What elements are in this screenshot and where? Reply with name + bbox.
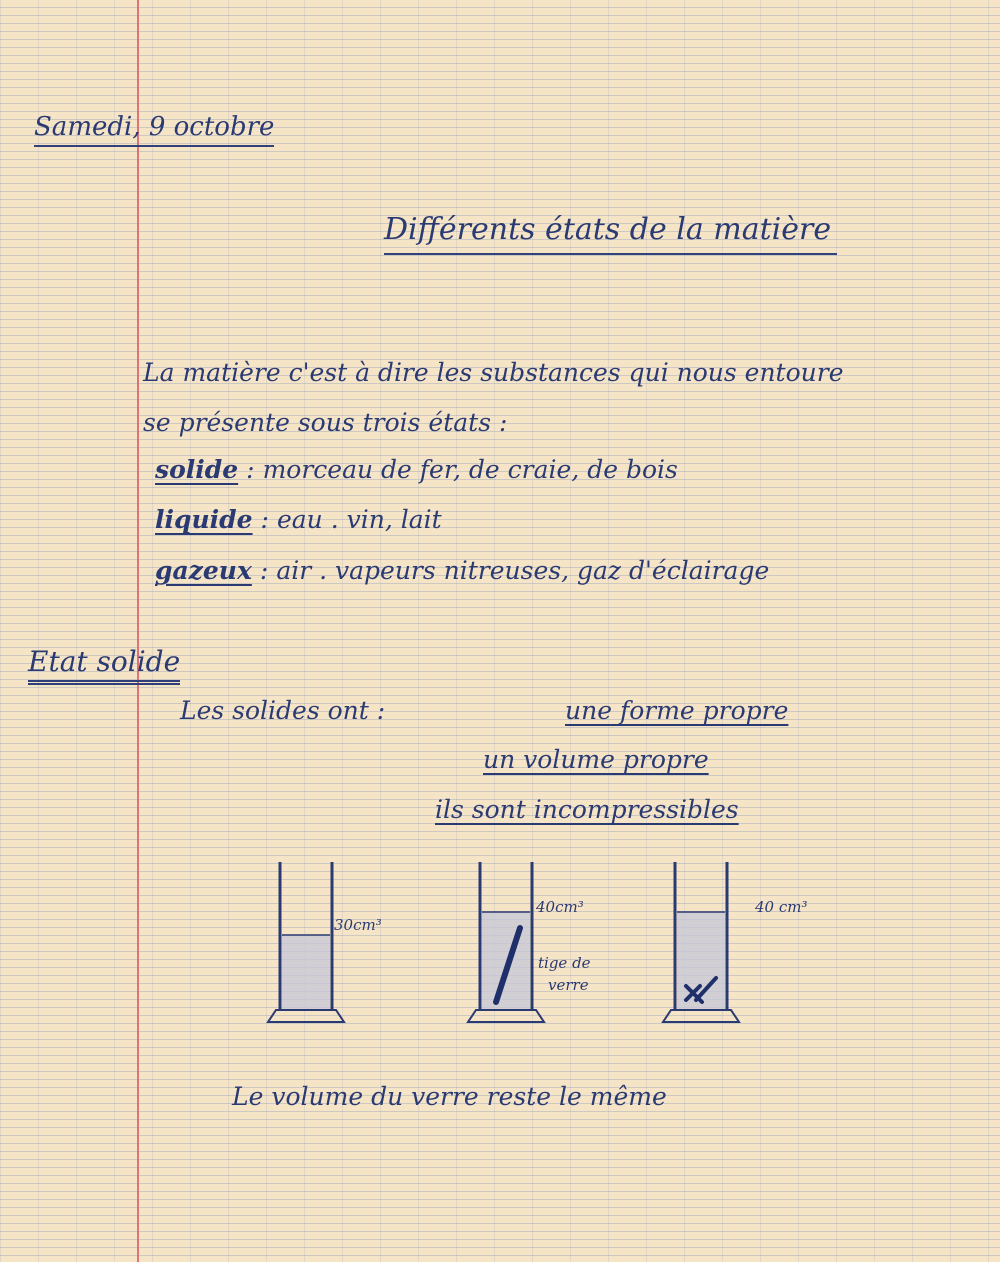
cylinder-figures — [250, 850, 850, 1040]
state-solid: solide : morceau de fer, de craie, de bois — [155, 455, 678, 484]
cylinder-2-water — [482, 912, 530, 1010]
state-gas-term: gazeux — [155, 556, 252, 585]
state-gas: gazeux : air . vapeurs nitreuses, gaz d'éclairage — [155, 556, 770, 585]
cylinder-2-base — [468, 1010, 544, 1022]
state-liquid: liquide : eau . vin, lait — [155, 505, 442, 534]
date-heading: Samedi, 9 octobre — [34, 112, 274, 147]
cylinder-1-water — [282, 935, 330, 1010]
conclusion: Le volume du verre reste le même — [232, 1082, 667, 1111]
cylinder-3-base — [663, 1010, 739, 1022]
property-incompressible: ils sont incompressibles — [435, 795, 739, 824]
cylinder-1 — [268, 862, 382, 1022]
property-shape: une forme propre — [565, 696, 789, 725]
cylinder-3-label: 40 cm³ — [755, 898, 808, 916]
cylinder-2-label: 40cm³ — [536, 898, 584, 916]
state-liquid-examples: eau . vin, lait — [276, 505, 442, 534]
cylinder-1-label: 30cm³ — [334, 916, 382, 934]
state-solid-examples: morceau de fer, de craie, de bois — [262, 455, 678, 484]
margin-rule — [137, 0, 139, 1262]
state-solid-term: solide — [155, 455, 239, 484]
property-volume: un volume propre — [483, 745, 709, 774]
cylinder-2 — [468, 862, 591, 1022]
intro-line-1: La matière c'est à dire les substances qui nous entoure — [143, 358, 844, 387]
cylinder-3 — [663, 862, 808, 1022]
cylinder-1-base — [268, 1010, 344, 1022]
intro-line-2: se présente sous trois états : — [143, 408, 508, 437]
rod-label-line-1: tige de — [538, 954, 591, 972]
page-title: Différents états de la matière — [384, 212, 837, 255]
state-gas-examples: air . vapeurs nitreuses, gaz d'éclairage — [276, 556, 770, 585]
rod-label-line-2: verre — [548, 976, 589, 994]
section-title: Etat solide — [28, 645, 180, 685]
properties-lead: Les solides ont : — [180, 696, 386, 725]
state-liquid-term: liquide — [155, 505, 253, 534]
